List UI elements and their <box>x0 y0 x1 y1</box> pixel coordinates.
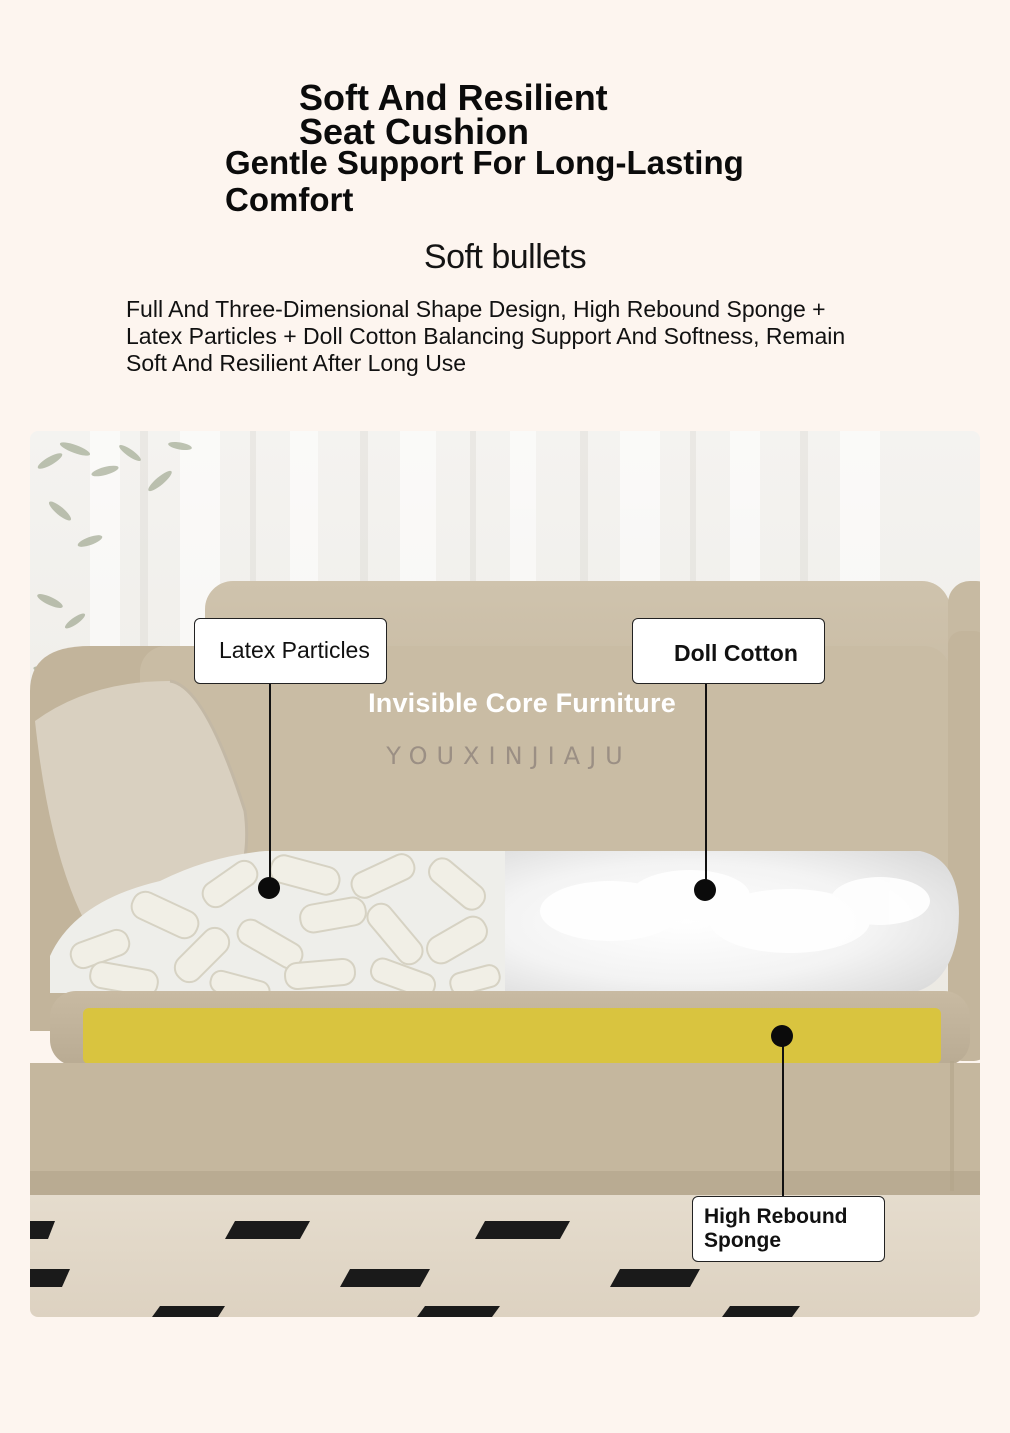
sponge-label: High Rebound Sponge <box>704 1205 848 1252</box>
section-description: Full And Three-Dimensional Shape Design, High Rebound Sponge + Latex Particles + Doll Cotton Balancing Support And Softness, Remain Soft And Resilient After Long Use <box>126 296 846 376</box>
latex-particles-label: Latex Particles <box>219 637 370 663</box>
doll-marker-dot <box>694 879 716 901</box>
sponge-callout <box>692 1196 885 1262</box>
latex-leader-line <box>269 684 271 889</box>
page-subtitle-line1: Gentle Support For Long-Lasting <box>225 144 744 181</box>
page-title-line1: Soft And Resilient <box>299 77 608 118</box>
sofa-photo <box>30 431 980 1317</box>
brand-subtitle: YOUXINJIAJU <box>386 742 632 770</box>
doll-leader-line <box>705 684 707 891</box>
sponge-marker-dot <box>771 1025 793 1047</box>
latex-marker-dot <box>258 877 280 899</box>
section-heading: Soft bullets <box>423 238 587 276</box>
doll-cotton-callout <box>632 618 825 684</box>
doll-cotton-label: Doll Cotton <box>674 640 798 666</box>
brand-title: Invisible Core Furniture <box>368 688 676 718</box>
sponge-layer <box>83 1008 941 1064</box>
sofa-illustration <box>30 431 980 1317</box>
sponge-leader-line <box>782 1036 784 1196</box>
latex-particles-callout <box>194 618 387 684</box>
page-title-line2: Seat Cushion <box>299 111 530 152</box>
page-subtitle-line2: Comfort <box>225 181 354 218</box>
